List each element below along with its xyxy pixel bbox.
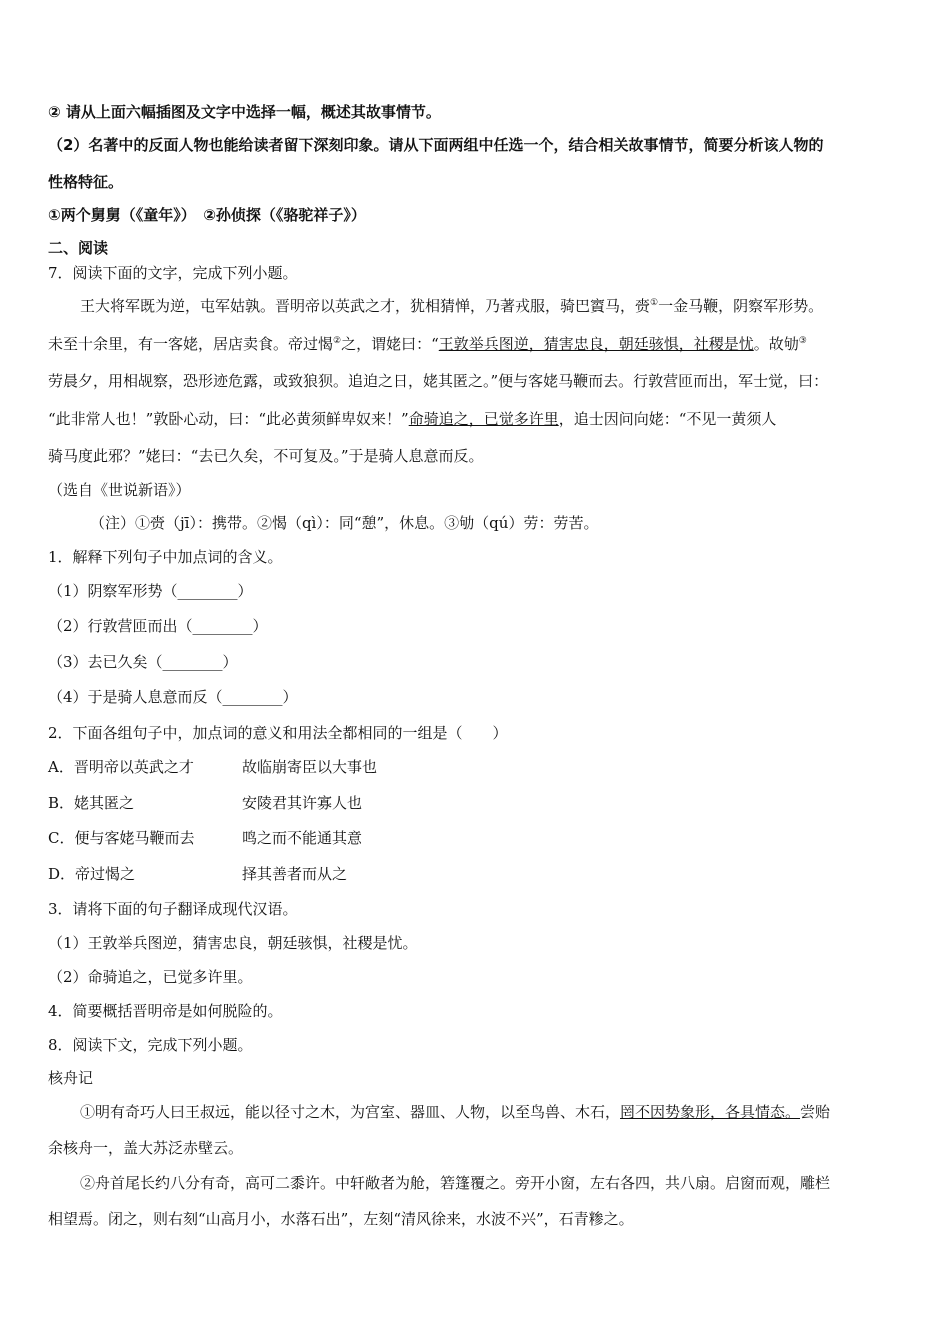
question-8-intro: 8．阅读下文，完成下列小题。 — [48, 1036, 253, 1054]
question-choose-illustration: ② 请从上面六幅插图及文字中选择一幅，概述其故事情节。 — [48, 103, 441, 121]
question-3-title: 3．请将下面的句子翻译成现代汉语。 — [48, 900, 298, 918]
question-3-item: （1）王敦举兵图逆，猜害忠良，朝廷骇惧，社稷是忧。 — [48, 934, 418, 952]
underlined-sentence: 王敦举兵图逆，猜害忠良，朝廷骇惧，社稷是忧 — [438, 335, 754, 353]
passage-line: 未至十余里，有一客姥，居店卖食。帝过愒②之，谓姥曰：“王敦举兵图逆，猜害忠良，朝廷骇惧，社稷是忧。故劬③ — [48, 335, 807, 353]
passage-line: 劳晨夕，用相觇察，恐形迹危露，或致狼狈。追迫之日，姥其匿之。”便与客姥马鞭而去。行敦营匝而出，军士觉，曰： — [48, 372, 829, 390]
choice-c: C．便与客姥马鞭而去 鸣之而不能通其意 — [48, 829, 363, 847]
passage-line: ②舟首尾长约八分有奇，高可二黍许。中轩敞者为舱，箬篷覆之。旁开小窗，左右各四，共八扇。启窗而观，雕栏 — [80, 1174, 831, 1192]
passage-line: ①明有奇巧人曰王叔远，能以径寸之木，为宫室、器皿、人物，以至鸟兽、木石，罔不因势象形，各具情态。尝贻 — [80, 1103, 831, 1121]
passage-line: 相望焉。闭之，则右刻“山高月小，水落石出”，左刻“清风徐来，水波不兴”，石青糁之。 — [48, 1210, 634, 1228]
passage-line: “此非常人也！”敦卧心动，曰：“此必黄须鲜卑奴来！”命骑追之，已觉多许里，追士因问向姥：“不见一黄须人 — [48, 410, 777, 428]
section-heading-reading: 二、阅读 — [48, 239, 109, 257]
question-1-item: （4）于是骑人息意而反（________） — [48, 688, 298, 706]
question-3-item: （2）命骑追之，已觉多许里。 — [48, 968, 253, 986]
passage-notes: （注）①赍（jī）：携带。②愒（qì）：同“憩”，休息。③劬（qú）劳：劳苦。 — [90, 514, 599, 532]
question-1-title: 1．解释下列句子中加点词的含义。 — [48, 548, 283, 566]
question-2-prompt-cont: 性格特征。 — [48, 173, 124, 191]
question-7-intro: 7．阅读下面的文字，完成下列小题。 — [48, 264, 298, 282]
question-2-prompt: （2）名著中的反面人物也能给读者留下深刻印象。请从下面两组中任选一个，结合相关故事情节，简要分析该人物的 — [48, 136, 824, 154]
passage-source: （选自《世说新语》） — [48, 481, 191, 499]
question-1-item: （2）行敦营匝而出（________） — [48, 617, 268, 635]
passage-line: 余核舟一，盖大苏泛赤壁云。 — [48, 1139, 244, 1157]
question-4-title: 4．简要概括晋明帝是如何脱险的。 — [48, 1002, 283, 1020]
passage-title: 核舟记 — [48, 1069, 94, 1087]
choice-a: A．晋明帝以英武之才 故临崩寄臣以大事也 — [48, 758, 378, 776]
choice-b: B．姥其匿之 安陵君其许寡人也 — [48, 794, 363, 812]
underlined-sentence: 命骑追之，已觉多许里 — [408, 410, 559, 428]
question-2-title: 2．下面各组句子中，加点词的意义和用法全都相同的一组是（ ） — [48, 724, 508, 742]
passage-line: 王大将军既为逆，屯军姑孰。晋明帝以英武之才，犹相猜惮，乃著戎服，骑巴賨马，赍①一金马鞭，阴察军形势。 — [80, 297, 824, 315]
question-1-item: （3）去已久矣（________） — [48, 653, 238, 671]
choice-d: D．帝过愒之 择其善者而从之 — [48, 865, 348, 883]
question-1-item: （1）阴察军形势（________） — [48, 582, 253, 600]
passage-line: 骑马度此邪？”姥曰：“去已久矣，不可复及。”于是骑人息意而反。 — [48, 447, 484, 465]
question-2-options: ①两个舅舅（《童年》） ②孙侦探（《骆驼祥子》） — [48, 206, 366, 224]
underlined-sentence: 罔不因势象形，各具情态。 — [620, 1103, 801, 1121]
